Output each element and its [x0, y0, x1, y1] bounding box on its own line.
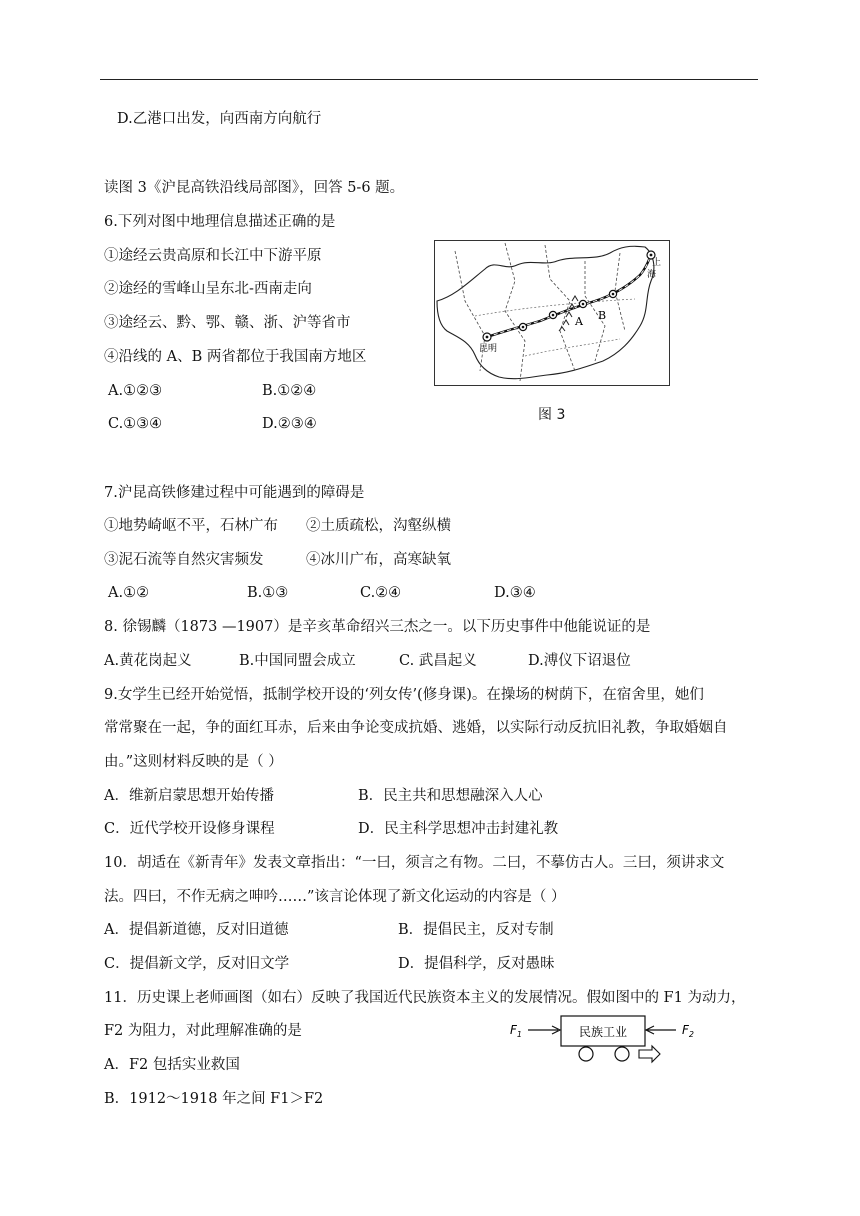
- q8-stem: 8. 徐锡麟（1873 —1907）是辛亥革命绍兴三杰之一。以下历史事件中他能说证的是: [104, 619, 651, 635]
- q11-option-b: B．1912～1918 年之间 F1＞F2: [104, 1091, 324, 1107]
- q6-option-b: B.①②④: [262, 383, 317, 399]
- q9-option-a: A．维新启蒙思想开始传播: [104, 788, 274, 804]
- national-industry-label: 民族工业: [578, 1025, 628, 1039]
- force-f2-label: $F_2$: [682, 1023, 694, 1039]
- railway-map: [434, 240, 670, 386]
- section-intro: 读图 3《沪昆高铁沿线局部图》，回答 5-6 题。: [104, 180, 405, 196]
- q10-option-d: D．提倡科学，反对愚昧: [398, 956, 555, 972]
- wheel-right: [615, 1047, 629, 1061]
- q9-line-1: 9.女学生已经开始觉悟，抵制学校开设的‘列女传’(修身课)。在操场的树荫下，在宿舍里，她们: [104, 687, 704, 703]
- q11-option-a: A．F2 包括实业救国: [104, 1057, 240, 1073]
- q5-option-d: D.乙港口出发，向西南方向航行: [117, 111, 322, 127]
- map-caption: 图 3: [538, 407, 566, 423]
- q8-option-b: B.中国同盟会成立: [239, 653, 356, 669]
- q6-option-d: D.②③④: [262, 416, 317, 432]
- q11-line-2: F2 为阻力，对此理解准确的是: [104, 1023, 302, 1039]
- map-label-b: B: [598, 309, 607, 322]
- force-f1-label: $F_1$: [510, 1023, 522, 1039]
- q7-option-a: A.①②: [108, 585, 150, 601]
- header-rule: [100, 79, 758, 80]
- wheel-left: [579, 1047, 593, 1061]
- map-label-kunming: 昆明: [479, 344, 498, 354]
- q9-option-c: C．近代学校开设修身课程: [104, 821, 275, 837]
- map-label-shanghai-1: 上: [652, 258, 662, 268]
- railway-map-graphic: [435, 241, 669, 385]
- map-label-shanghai-2: 海: [647, 270, 657, 280]
- q10-option-c: C．提倡新文学，反对旧文学: [104, 956, 290, 972]
- q9-option-d: D．民主科学思想冲击封建礼教: [358, 821, 559, 837]
- q7-item-3: ③泥石流等自然灾害频发: [104, 552, 264, 568]
- force-diagram: [508, 1010, 708, 1066]
- q10-line-2: 法。四曰，不作无病之呻吟……”该言论体现了新文化运动的内容是（ ）: [104, 889, 566, 905]
- q8-option-c: C. 武昌起义: [399, 653, 477, 669]
- q10-line-1: 10．胡适在《新青年》发表文章指出：“一曰，须言之有物。二曰，不摹仿古人。三曰，须讲求文: [104, 855, 725, 871]
- q7-item-2: ②土质疏松，沟壑纵横: [306, 518, 451, 534]
- q11-line-1: 11．历史课上老师画图（如右）反映了我国近代民族资本主义的发展情况。假如图中的 F1 为动力，: [104, 990, 746, 1006]
- q6-option-a: A.①②③: [108, 383, 163, 399]
- q9-option-b: B．民主共和思想融深入人心: [358, 788, 543, 804]
- force-diagram-graphic: [508, 1010, 708, 1066]
- q7-option-b: B.①③: [247, 585, 289, 601]
- q7-option-d: D.③④: [494, 585, 536, 601]
- q9-line-3: 由。”这则材料反映的是（ ）: [104, 754, 283, 770]
- q6-item-4: ④沿线的 A、B 两省都位于我国南方地区: [104, 349, 367, 365]
- q9-line-2: 常常聚在一起，争的面红耳赤，后来由争论变成抗婚、逃婚，以实际行动反抗旧礼教，争取婚姻自: [104, 720, 728, 736]
- q6-option-c: C.①③④: [108, 416, 163, 432]
- q7-item-1: ①地势崎岖不平，石林广布: [104, 518, 278, 534]
- q7-option-c: C.②④: [360, 585, 402, 601]
- map-label-a: A: [575, 315, 583, 328]
- q8-option-d: D.溥仪下诏退位: [528, 653, 631, 669]
- q6-stem: 6.下列对图中地理信息描述正确的是: [104, 214, 336, 230]
- q6-item-2: ②途经的雪峰山呈东北-西南走向: [104, 281, 312, 297]
- q7-stem: 7.沪昆高铁修建过程中可能遇到的障碍是: [104, 485, 365, 501]
- q6-item-3: ③途经云、黔、鄂、赣、浙、沪等省市: [104, 315, 351, 331]
- q7-item-4: ④冰川广布，高寒缺氧: [306, 552, 451, 568]
- q10-option-b: B．提倡民主，反对专制: [398, 922, 554, 938]
- direction-arrow-icon: [639, 1046, 660, 1062]
- q8-option-a: A.黄花岗起义: [104, 653, 192, 669]
- q10-option-a: A．提倡新道德，反对旧道德: [104, 922, 289, 938]
- q6-item-1: ①途经云贵高原和长江中下游平原: [104, 248, 322, 264]
